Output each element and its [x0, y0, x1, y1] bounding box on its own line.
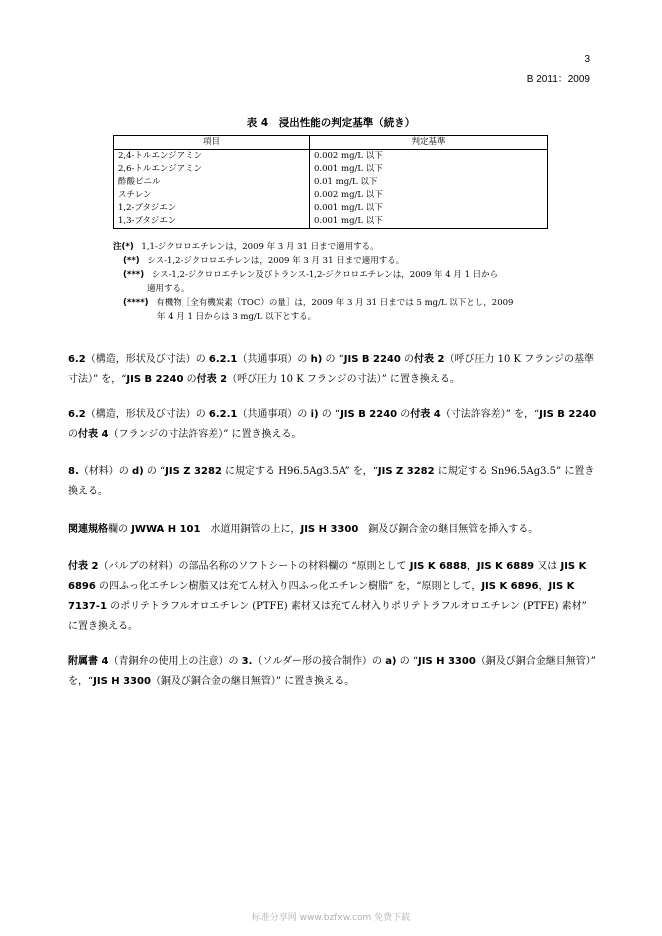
criteria-table — [113, 135, 548, 229]
table-row — [114, 163, 548, 176]
standard-ref: JIS B 2240 — [343, 354, 401, 365]
text-run: の四ふっ化エチレン樹脂又は充てん材入り四ふっ化エチレン樹脂” を，“原則として， — [95, 581, 482, 592]
annex-ref: 附属書 4 — [68, 656, 109, 667]
clause-ref: 8. — [68, 466, 79, 477]
text-run: の — [397, 409, 411, 420]
cell-criterion: 0.001 mg/L 以下 — [310, 215, 548, 229]
clause-ref: 6.2.1 — [208, 354, 238, 365]
text-run: （ソルダー形の接合制作）の — [252, 656, 386, 667]
cell-item: 酢酸ビニル — [114, 176, 310, 189]
note-text: シス-1,2-ジクロロエチレン及びトランス-1,2-ジクロロエチレンは，2009 年 4 月 1 日から — [151, 270, 499, 280]
text-run: （呼び圧力 10 K フランジの基準寸法）” を，“ — [68, 354, 594, 385]
table-row — [114, 202, 548, 215]
standard-ref: JIS H 3300 — [93, 676, 151, 687]
table-row — [114, 176, 548, 189]
text-run: に規定する Sn96.5Ag3.5” に置き換える。 — [68, 466, 595, 497]
standard-ref: JIS Z 3282 — [377, 466, 435, 477]
note-text: 有機物［全有機炭素（TOC）の量］は，2009 年 3 月 31 日までは 5 mg/L 以下とし，2009 — [156, 298, 514, 308]
table-ref: 付表 2 — [414, 354, 445, 365]
clause-ref: a) — [385, 656, 397, 667]
text-run: （共通事項）の — [237, 409, 311, 420]
text-run: （フランジの寸法許容差）” に置き換える。 — [108, 429, 302, 440]
text-run: のポリテトラフルオロエチレン (PTFE) 素材又は充てん材入りポリテトラフルオロエチレン (PTFE) 素材” に置き換える。 — [68, 601, 587, 632]
standard-ref: JIS H 3300 — [300, 524, 359, 535]
table-ref: 付表 4 — [78, 429, 109, 440]
standard-ref: JWWA H 101 — [131, 524, 201, 535]
text-run: （材料）の — [78, 466, 132, 477]
text-run: 銅及び銅合金の継目無管を挿入する。 — [358, 524, 539, 535]
text-run: （寸法許容差）” を，“ — [440, 409, 540, 420]
text-run: 欄の — [108, 524, 132, 535]
paragraph-related-standards — [68, 520, 598, 540]
table-row — [114, 189, 548, 202]
text-run: の “ — [318, 409, 341, 420]
standard-ref: JIS K 6896 — [481, 581, 539, 592]
table-ref: 付表 2 — [68, 561, 99, 572]
text-run: （共通事項）の — [237, 354, 311, 365]
text-run: の — [68, 429, 78, 440]
paragraph-annex-4 — [68, 652, 598, 692]
note-text: 適用する。 — [147, 284, 190, 294]
paragraph-annex-table-2 — [68, 557, 598, 637]
text-run: （構造，形状及び寸法）の — [85, 409, 209, 420]
standard-ref: JIS K 6888 — [409, 561, 467, 572]
note-4 — [113, 296, 563, 310]
watermark-footer: 标准分享网 www.bzfxw.com 免费下载 — [251, 913, 411, 923]
clause-ref: h) — [310, 354, 323, 365]
cell-criterion: 0.01 mg/L 以下 — [310, 176, 548, 189]
standard-ref: JIS K 6896 — [68, 561, 587, 592]
standard-ref: JIS Z 3282 — [165, 466, 222, 477]
text-run: （銅及び銅合金の継目無管）” に置き換える。 — [150, 676, 355, 687]
note-marker: (***) — [123, 270, 145, 280]
text-run: の “ — [143, 466, 166, 477]
note-3-continued — [113, 282, 563, 296]
standard-ref: JIS K 7137-1 — [68, 581, 575, 612]
paragraph-6-2-1-i — [68, 405, 598, 445]
text-run: （銅及び銅合金継目無管）” を，“ — [68, 656, 596, 687]
page-number: 3 — [584, 54, 590, 65]
table-title: 表 4 浸出性能の判定基準（続き） — [246, 117, 416, 129]
standard-ref: JIS H 3300 — [418, 656, 476, 667]
note-2 — [113, 254, 563, 268]
clause-ref: 3. — [241, 656, 253, 667]
text-run: 又は — [534, 561, 561, 572]
text-run: の “ — [322, 354, 344, 365]
standard-ref: JIS B 2240 — [539, 409, 597, 420]
paragraph-8-d — [68, 462, 598, 502]
note-3 — [113, 268, 563, 282]
text-run: ， — [466, 561, 477, 572]
cell-item: 1,2-ブタジエン — [114, 202, 310, 215]
table-ref: 付表 4 — [410, 409, 441, 420]
section-ref: 関連規格 — [68, 524, 108, 535]
note-text: 年 4 月 1 日からは 3 mg/L 以下とする。 — [157, 312, 317, 322]
table-ref: 付表 2 — [196, 374, 228, 385]
cell-item: 2,4-トルエンジアミン — [114, 150, 310, 164]
note-4-continued — [113, 310, 563, 324]
text-run: （バルブの材料）の部品名称のソフトシートの材料欄の “原則として — [98, 561, 410, 572]
standard-ref: JIS K 6889 — [476, 561, 535, 572]
paragraph-6-2-1-h — [68, 350, 598, 390]
cell-criterion: 0.002 mg/L 以下 — [310, 150, 548, 164]
standard-ref: JIS B 2240 — [340, 409, 398, 420]
clause-ref: d) — [131, 466, 144, 477]
cell-item: スチレン — [114, 189, 310, 202]
cell-item: 1,3-ブタジエン — [114, 215, 310, 229]
cell-criterion: 0.001 mg/L 以下 — [310, 163, 548, 176]
column-header-criterion: 判定基準 — [310, 136, 548, 150]
table-row — [114, 215, 548, 229]
text-run: （構造，形状及び寸法）の — [85, 354, 209, 365]
table-header-row — [114, 136, 548, 150]
clause-ref: 6.2 — [68, 409, 86, 420]
text-run: 水道用銅管の上に， — [200, 524, 301, 535]
text-run: （青銅弁の使用上の注意）の — [108, 656, 242, 667]
text-run: の — [400, 354, 415, 365]
note-text: シス-1,2-ジクロロエチレンは，2009 年 3 月 31 日まで適用する。 — [147, 256, 405, 266]
clause-ref: 6.2 — [68, 354, 86, 365]
column-header-item: 項目 — [114, 136, 310, 150]
text-run: ， — [538, 581, 549, 592]
note-1 — [113, 240, 563, 254]
clause-ref: 6.2.1 — [208, 409, 238, 420]
text-run: の — [183, 374, 197, 385]
note-marker: 注(*) — [113, 242, 134, 252]
cell-item: 2,6-トルエンジアミン — [114, 163, 310, 176]
document-id: B 2011：2009 — [526, 74, 590, 85]
table-notes — [113, 240, 563, 324]
cell-criterion: 0.001 mg/L 以下 — [310, 202, 548, 215]
note-marker: (****) — [123, 298, 149, 308]
text-run: の “ — [396, 656, 418, 667]
note-text: 1,1-ジクロロエチレンは，2009 年 3 月 31 日まで適用する。 — [141, 242, 379, 252]
standard-ref: JIS B 2240 — [126, 374, 184, 385]
text-run: に規定する H96.5Ag3.5A” を，“ — [221, 466, 378, 477]
clause-ref: i) — [310, 409, 319, 420]
cell-criterion: 0.002 mg/L 以下 — [310, 189, 548, 202]
table-row — [114, 150, 548, 164]
note-marker: (**) — [123, 256, 140, 266]
text-run: （呼び圧力 10 K フランジの寸法）” に置き換える。 — [227, 374, 460, 385]
